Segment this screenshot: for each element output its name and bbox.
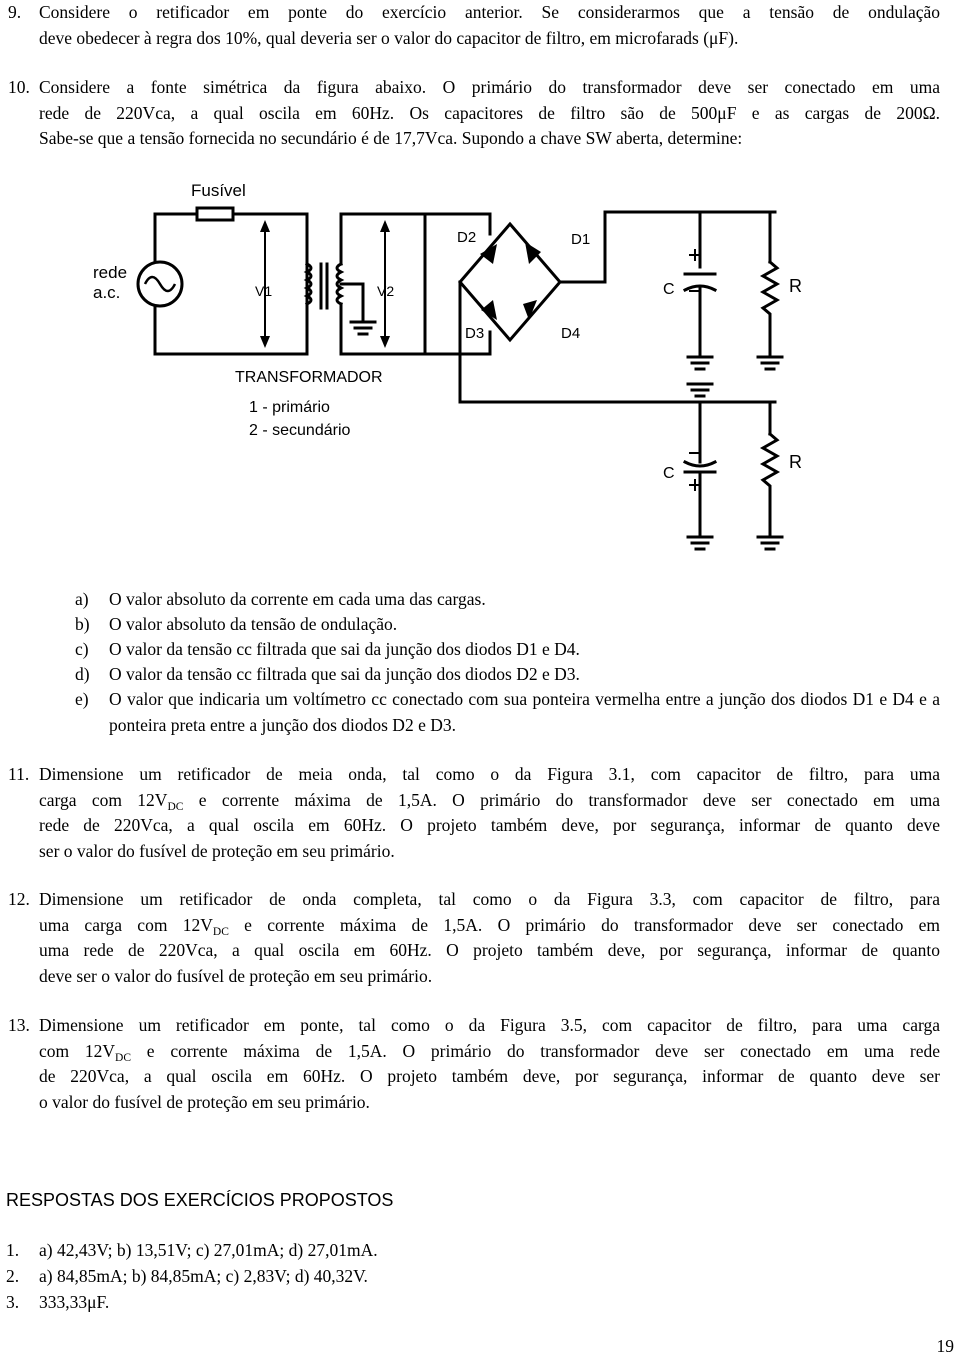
question-number: 10. — [8, 77, 30, 97]
question-number: 13. — [8, 1015, 30, 1035]
question-10-item-e — [75, 687, 940, 738]
symmetric-power-supply-circuit — [85, 172, 825, 562]
item-text: O valor da tensão cc filtrada que sai da junção dos diodos D1 e D4. — [109, 639, 580, 659]
question-text-line: Dimensione um retificador em ponte, tal como o da Figura 3.5, com capacitor de filtro, para uma carga — [39, 1015, 940, 1035]
question-11 — [8, 762, 940, 864]
answer-number: 2. — [6, 1266, 20, 1286]
question-number: 9. — [8, 2, 22, 22]
question-text-line: com 12VDC e corrente máxima de 1,5A. O primário do transformador deve ser conectado em uma rede — [39, 1040, 940, 1064]
question-12 — [8, 887, 940, 989]
item-label: b) — [75, 614, 90, 634]
resistor-bottom-label: R — [789, 452, 802, 472]
negative-output-wire — [460, 282, 700, 402]
item-label: e) — [75, 689, 89, 709]
item-text: O valor da tensão cc filtrada que sai da junção dos diodos D2 e D3. — [109, 664, 580, 684]
item-label: a) — [75, 589, 89, 609]
answer-1 — [6, 1238, 378, 1264]
item-text: O valor que indicaria um voltímetro cc conectado com sua ponteira vermelha entre a junção dos diodos D1 e D4 e a ponteira preta entre a junção dos diodos D2 e D3. — [109, 689, 940, 735]
question-10-item-b — [75, 612, 940, 638]
positive-output-wire — [560, 212, 775, 282]
question-text-line: de 220Vca, a qual oscila em 60Hz. O projeto também deve, por segurança, informar de quanto deve ser — [39, 1066, 940, 1086]
v2-label: V2 — [377, 283, 395, 299]
source-label-2: a.c. — [93, 283, 121, 302]
item-text: O valor absoluto da corrente em cada uma das cargas. — [109, 589, 486, 609]
question-text-line: rede de 220Vca, a qual oscila em 60Hz. Os capacitores de filtro são de 500μF e as cargas de 200Ω. — [39, 102, 940, 123]
question-text-line: o valor do fusível de proteção em seu primário. — [39, 1091, 370, 1112]
fuse-symbol — [197, 208, 233, 220]
page-number: 19 — [936, 1336, 954, 1356]
question-text-line: deve ser o valor do fusível de proteção em seu primário. — [39, 965, 433, 986]
answers-heading: RESPOSTAS DOS EXERCÍCIOS PROPOSTOS — [6, 1190, 394, 1210]
d2-label: D2 — [457, 229, 477, 246]
resistor-bottom — [763, 434, 777, 537]
answer-text: a) 84,85mA; b) 84,85mA; c) 2,83V; d) 40,32V. — [39, 1266, 368, 1286]
answer-number: 1. — [6, 1240, 20, 1260]
capacitor-top-label: C — [663, 281, 675, 298]
question-text-line: Considere o retificador em ponte do exercício anterior. Se considerarmos que a tensão de ondulação — [39, 2, 940, 22]
question-text-line: ser o valor do fusível de proteção em seu primário. — [39, 840, 395, 861]
v1-label: V1 — [255, 283, 273, 299]
question-10-item-a — [75, 587, 940, 613]
question-text-line: Dimensione um retificador de onda completa, tal como o da Figura 3.3, com capacitor de filtro, para — [39, 889, 940, 909]
question-text-line: Considere a fonte simétrica da figura abaixo. O primário do transformador deve ser conectado em uma — [39, 77, 940, 97]
primary-label: 1 - primário — [249, 399, 330, 416]
d4-label: D4 — [561, 325, 581, 342]
d1-label: D1 — [571, 231, 591, 248]
diode-d1-symbol — [525, 242, 541, 264]
source-label: rede — [93, 263, 128, 282]
question-text-line: rede de 220Vca, a qual oscila em 60Hz. O projeto também deve, por segurança, informar de quanto deve — [39, 815, 940, 835]
fuse-label: Fusível — [191, 181, 246, 200]
question-9 — [8, 0, 940, 51]
question-10-item-d — [75, 662, 940, 688]
d3-label: D3 — [465, 325, 485, 342]
question-text-line: deve obedecer à regra dos 10%, qual deveria ser o valor do capacitor de filtro, em microfarads (μF). — [39, 27, 739, 48]
question-13 — [8, 1013, 940, 1115]
question-text-line: uma carga com 12VDC e corrente máxima de 1,5A. O primário do transformador deve ser conectado em — [39, 914, 941, 938]
transformer-label: TRANSFORMADOR — [235, 369, 383, 386]
capacitor-bottom-label: C — [663, 465, 675, 482]
answer-3 — [6, 1290, 109, 1316]
resistor-top — [763, 262, 777, 357]
answer-text: a) 42,43V; b) 13,51V; c) 27,01mA; d) 27,01mA. — [39, 1240, 378, 1260]
question-text-line: Dimensione um retificador de meia onda, tal como o da Figura 3.1, com capacitor de filtro, para uma — [39, 764, 940, 784]
item-text: O valor absoluto da tensão de ondulação. — [109, 614, 398, 634]
answer-text: 333,33μF. — [39, 1292, 110, 1312]
secondary-label: 2 - secundário — [249, 422, 351, 439]
resistor-top-label: R — [789, 276, 802, 296]
question-number: 11. — [8, 764, 30, 784]
answer-2 — [6, 1264, 368, 1290]
question-number: 12. — [8, 889, 30, 909]
question-text-line: Sabe-se que a tensão fornecida no secundário é de 17,7Vca. Supondo a chave SW aberta, determine: — [39, 128, 743, 148]
answer-number: 3. — [6, 1292, 20, 1312]
question-text-line: uma rede de 220Vca, a qual oscila em 60Hz. O projeto também deve, por segurança, informar de quanto — [39, 940, 940, 960]
item-label: c) — [75, 639, 89, 659]
item-label: d) — [75, 664, 90, 684]
question-10-item-c — [75, 637, 940, 663]
question-text-line: carga com 12VDC e corrente máxima de 1,5A. O primário do transformador deve ser conectado em uma — [39, 789, 940, 813]
question-10 — [8, 75, 940, 152]
